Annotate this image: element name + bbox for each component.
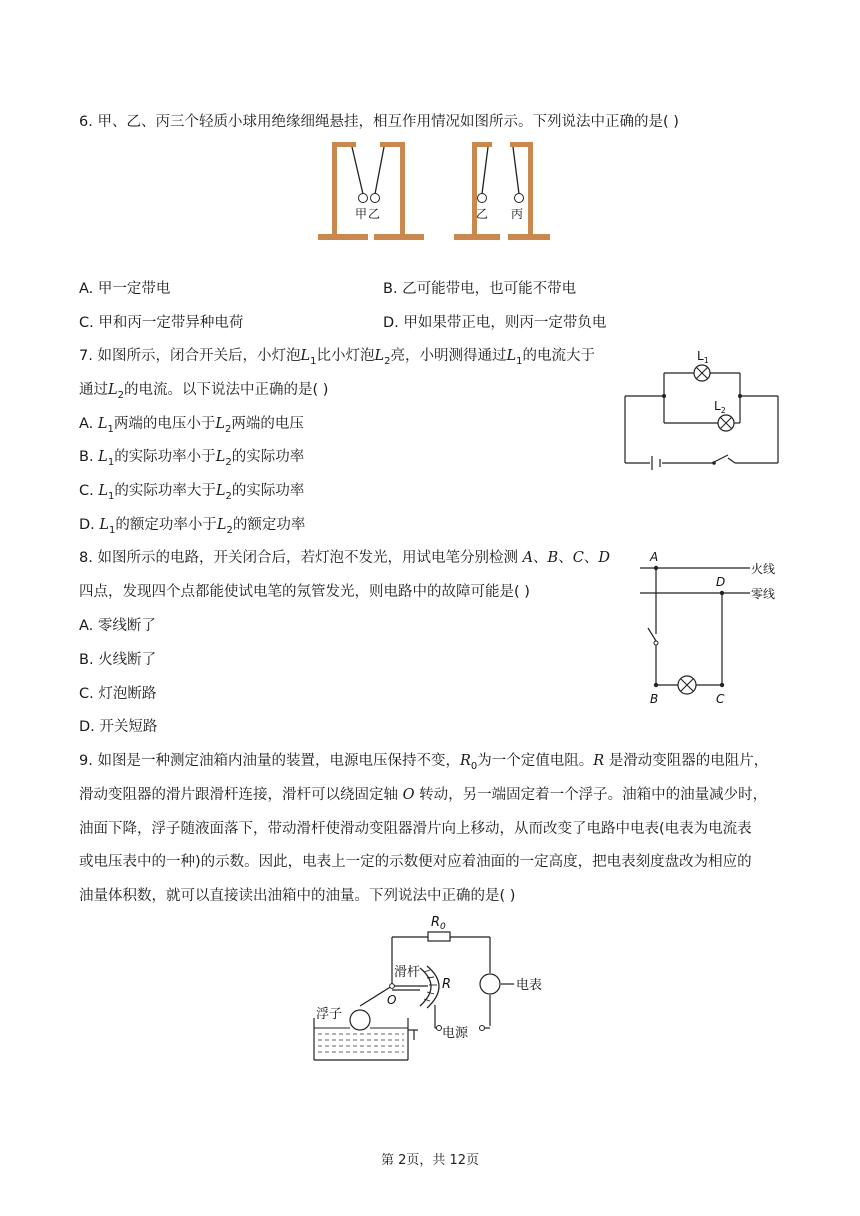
q7-option-d: D. $L_1$的额定功率小于$L_2$的额定功率 xyxy=(79,517,306,536)
stand-post xyxy=(472,144,477,236)
label-power-source: 电源 xyxy=(442,1026,469,1041)
q7-stem-line2: 通过$L_2$的电流。以下说法中正确的是( ) xyxy=(79,382,329,401)
pivot-o xyxy=(390,984,395,989)
q8-stem-line1: 8. 如图所示的电路，开关闭合后，若灯泡不发光，用试电笔分别检测 A、B、C、D xyxy=(79,550,610,566)
q6-figure-hanging-balls xyxy=(310,138,550,244)
float-icon xyxy=(350,1010,370,1030)
q6-option-c: C. 甲和丙一定带异种电荷 xyxy=(79,315,244,331)
stand-post xyxy=(400,144,405,236)
label-l2: $L_2$ xyxy=(714,399,726,415)
q9-stem-line3: 油面下降，浮子随液面落下，带动滑杆使滑动变阻器滑片向上移动，从而改变了电路中电表(电表为电流表 xyxy=(79,821,752,837)
stand-base xyxy=(318,234,368,240)
q8-option-b: B. 火线断了 xyxy=(79,652,157,668)
q9-stem-line2: 滑动变阻器的滑片跟滑杆连接，滑杆可以绕固定轴 O 转动，另一端固定着一个浮子。油箱中的油量减少时， xyxy=(79,787,768,803)
page-footer: 第 2页，共 12页 xyxy=(380,1153,480,1168)
ball-bing xyxy=(515,194,524,203)
label-yi: 乙 xyxy=(368,207,381,221)
q7-option-c: C. $L_1$的实际功率大于$L_2$的实际功率 xyxy=(79,483,305,502)
label-bing: 丙 xyxy=(511,207,524,221)
label-d: D xyxy=(716,575,726,589)
label-c: C xyxy=(716,692,725,706)
stand-post xyxy=(528,144,533,236)
q9-stem-line1: 9. 如图是一种测定油箱内油量的装置，电源电压保持不变，$R_0$为一个定值电阻。R 是滑动变阻器的电阻片， xyxy=(79,753,769,772)
q8-circuit-diagram xyxy=(630,548,790,708)
label-meter: 电表 xyxy=(516,978,543,993)
q8-option-d: D. 开关短路 xyxy=(79,719,158,735)
label-r0: $R_0$ xyxy=(431,915,446,932)
label-b: B xyxy=(650,692,659,706)
q9-oil-gauge-diagram xyxy=(300,910,570,1070)
lamp-l2-icon xyxy=(718,415,734,431)
label-live-wire: 火线 xyxy=(751,562,776,576)
label-o: O xyxy=(387,993,397,1007)
label-r: R xyxy=(442,977,452,992)
label-neutral-wire: 零线 xyxy=(751,587,776,601)
ball-yi-2 xyxy=(478,194,487,203)
label-float: 浮子 xyxy=(316,1007,343,1022)
q7-option-a: A. $L_1$两端的电压小于$L_2$两端的电压 xyxy=(79,416,304,435)
stand-post xyxy=(332,144,337,236)
lamp-icon xyxy=(678,676,696,694)
label-yi-2: 乙 xyxy=(476,207,489,221)
stand-base xyxy=(374,234,424,240)
q8-option-c: C. 灯泡断路 xyxy=(79,686,157,702)
q9-stem-line5: 油量体积数，就可以直接读出油箱中的油量。下列说法中正确的是( ) xyxy=(79,888,516,904)
label-a: A xyxy=(650,550,659,564)
lamp-l1-icon xyxy=(694,365,710,381)
q6-stem: 6. 甲、乙、丙三个轻质小球用绝缘细绳悬挂，相互作用情况如图所示。下列说法中正确的是( ) xyxy=(79,114,679,130)
label-jia: 甲 xyxy=(355,207,368,221)
resistor-r0 xyxy=(428,932,450,941)
q6-option-d: D. 甲如果带正电，则丙一定带负电 xyxy=(383,315,607,331)
q8-stem-line2: 四点，发现四个点都能使试电笔的氖管发光，则电路中的故障可能是( ) xyxy=(79,584,530,600)
stand-arm xyxy=(332,142,356,147)
meter-icon xyxy=(480,974,500,994)
q9-stem-line4: 或电压表中的一种)的示数。因此，电表上一定的示数便对应着油面的一定高度，把电表刻度盘改为相应的 xyxy=(79,854,752,870)
label-l1: $L_1$ xyxy=(697,349,709,365)
stand-arm xyxy=(472,142,492,147)
label-lever: 滑杆 xyxy=(394,965,421,980)
q7-stem-line1: 7. 如图所示，闭合开关后，小灯泡$L_1$比小灯泡$L_2$亮，小明测得通过$L_1$的电流大于 xyxy=(79,348,595,367)
q7-option-b: B. $L_1$的实际功率小于$L_2$的实际功率 xyxy=(79,449,305,468)
ball-jia xyxy=(359,194,368,203)
stand-arm xyxy=(380,142,405,147)
q6-option-b: B. 乙可能带电，也可能不带电 xyxy=(383,281,577,297)
ball-yi xyxy=(371,194,380,203)
q7-circuit-diagram xyxy=(618,346,788,471)
q8-option-a: A. 零线断了 xyxy=(79,618,156,634)
q6-option-a: A. 甲一定带电 xyxy=(79,281,171,297)
stand-arm xyxy=(510,142,533,147)
